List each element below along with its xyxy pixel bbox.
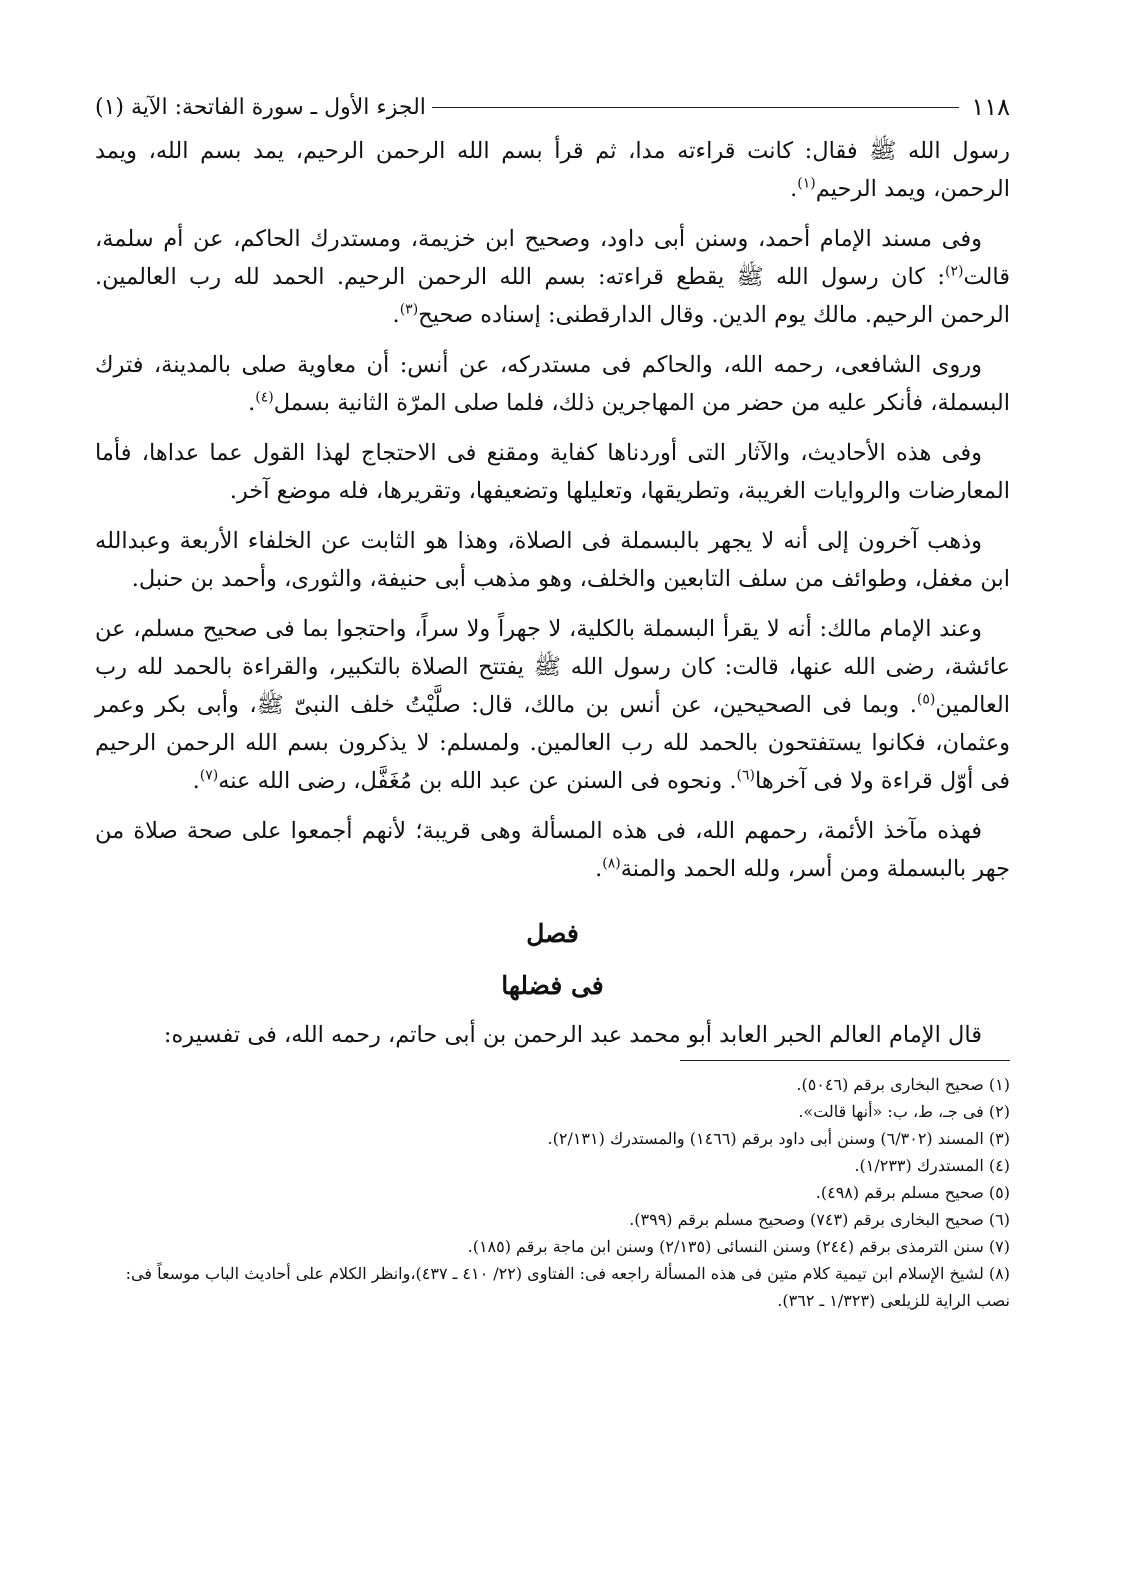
paragraph: قال الإمام العالم الحبر العابد أبو محمد عبد الرحمن بن أبى حاتم، رحمه الله، فى تفسيره: bbox=[163, 1022, 982, 1048]
footnote: (٥) صحيح مسلم برقم (٤٩٨). bbox=[815, 1183, 1010, 1202]
footnote-ref: (٨) bbox=[602, 855, 621, 872]
running-title: الجزء الأول ـ سورة الفاتحة: الآية (١) bbox=[95, 94, 426, 120]
footnote-ref: (٥) bbox=[916, 691, 936, 708]
footnote-ref: (٦) bbox=[736, 767, 755, 784]
footnotes bbox=[95, 1071, 1010, 1314]
footnote: (٤) المستدرك (١/٢٣٣). bbox=[854, 1156, 1010, 1175]
footnote-ref: (٣) bbox=[399, 301, 419, 318]
footnote-ref: (٢) bbox=[944, 263, 964, 280]
header-rule bbox=[432, 107, 959, 108]
section-subheading: فى فضلها bbox=[501, 971, 604, 1000]
section-heading: فصل bbox=[526, 919, 579, 948]
running-header bbox=[95, 88, 1010, 126]
footnote: (٨) لشيخ الإسلام ابن تيمية كلام متين فى هذه المسألة راجعه فى: الفتاوى (٢٢/ ٤١٠ ـ ٤٣٧)،وانظر الكلام على أحاديث الباب موسعاً فى: نصب الراية للزيلعى (١/٣٢٣ ـ ٣٦٢). bbox=[125, 1264, 1010, 1310]
paragraph: وذهب آخرون إلى أنه لا يجهر بالبسملة فى الصلاة، وهذا هو الثابت عن الخلفاء الأربعة وعبدالله ابن مغفل، وطوائف من سلف التابعين والخلف، وهو مذهب أبى حنيفة، والثورى، وأحمد بن حنبل. bbox=[95, 528, 1010, 592]
paragraph: فهذه مآخذ الأئمة، رحمهم الله، فى هذه المسألة وهى قريبة؛ لأنهم أجمعوا على صحة صلاة من جهر بالبسملة ومن أسر، ولله الحمد والمنة$^{(٨)}$. bbox=[95, 818, 1010, 882]
footnote-ref: (٧) bbox=[199, 767, 219, 784]
footnote: (٢) فى جـ، ط، ب: «أنها قالت». bbox=[798, 1102, 1010, 1121]
paragraph: وفى هذه الأحاديث، والآثار التى أوردناها كفاية ومقنع فى الاحتجاج لهذا القول عما عداها، فأما المعارضات والروايات الغريبة، وتطريقها، وتعليلها وتضعيفها، وتقريرها، فله موضع آخر. bbox=[95, 440, 1010, 504]
page-number: ١١٨ bbox=[971, 93, 1010, 121]
footnote: (٣) المسند (٦/٣٠٢) وسنن أبى داود برقم (١٤٦٦) والمستدرك (٢/١٣١). bbox=[547, 1129, 1010, 1148]
footnote: (١) صحيح البخارى برقم (٥٠٤٦). bbox=[796, 1075, 1010, 1094]
footnote-ref: (٤) bbox=[255, 389, 274, 406]
footnote-separator bbox=[680, 1060, 1010, 1061]
footnote: (٧) سنن الترمذى برقم (٢٤٤) وسنن النسائى (٢/١٣٥) وسنن ابن ماجة برقم (١٨٥). bbox=[467, 1237, 1010, 1256]
book-page bbox=[95, 88, 1010, 1314]
footnote: (٦) صحيح البخارى برقم (٧٤٣) وصحيح مسلم برقم (٣٩٩). bbox=[629, 1210, 1010, 1229]
paragraph: وفى مسند الإمام أحمد، وسنن أبى داود، وصحيح ابن خزيمة، ومستدرك الحاكم، عن أم سلمة، قالت$^{(٢)}$: كان رسول الله ﷺ يقطع قراءته: بسم الله الرحمن الرحيم. الحمد لله رب العالمين. الرحمن الرحيم. مالك يوم الدين. وقال الدارقطنى: إسناده صحيح$^{(٣)}$. bbox=[95, 226, 1010, 328]
footnote-ref: (١) bbox=[797, 175, 816, 192]
main-text bbox=[95, 132, 1010, 1054]
paragraph: وعند الإمام مالك: أنه لا يقرأ البسملة بالكلية، لا جهراً ولا سراً، واحتجوا بما فى صحيح مسلم، عن عائشة، رضى الله عنها، قالت: كان رسول الله ﷺ يفتتح الصلاة بالتكبير، والقراءة بالحمد لله رب العالمين$^{(٥)}$. وبما فى الصحيحين، عن أنس بن مالك، قال: صلَّيْتُ خلف النبىّ ﷺ، وأبى بكر وعمر وعثمان، فكانوا يستفتحون بالحمد لله رب العالمين. ولمسلم: لا يذكرون بسم الله الرحمن الرحيم فى أوّل قراءة ولا فى آخرها$^{(٦)}$. ونحوه فى السنن عن عبد الله بن مُغَفَّل، رضى الله عنه$^{(٧)}$. bbox=[95, 616, 1010, 794]
paragraph: وروى الشافعى، رحمه الله، والحاكم فى مستدركه، عن أنس: أن معاوية صلى بالمدينة، فترك البسملة، فأنكر عليه من حضر من المهاجرين ذلك، فلما صلى المرّة الثانية بسمل$^{(٤)}$. bbox=[95, 352, 1010, 416]
paragraph: رسول الله ﷺ فقال: كانت قراءته مدا، ثم قرأ بسم الله الرحمن الرحيم، يمد بسم الله، ويمد الرحمن، ويمد الرحيم$^{(١)}$. bbox=[95, 138, 1010, 202]
